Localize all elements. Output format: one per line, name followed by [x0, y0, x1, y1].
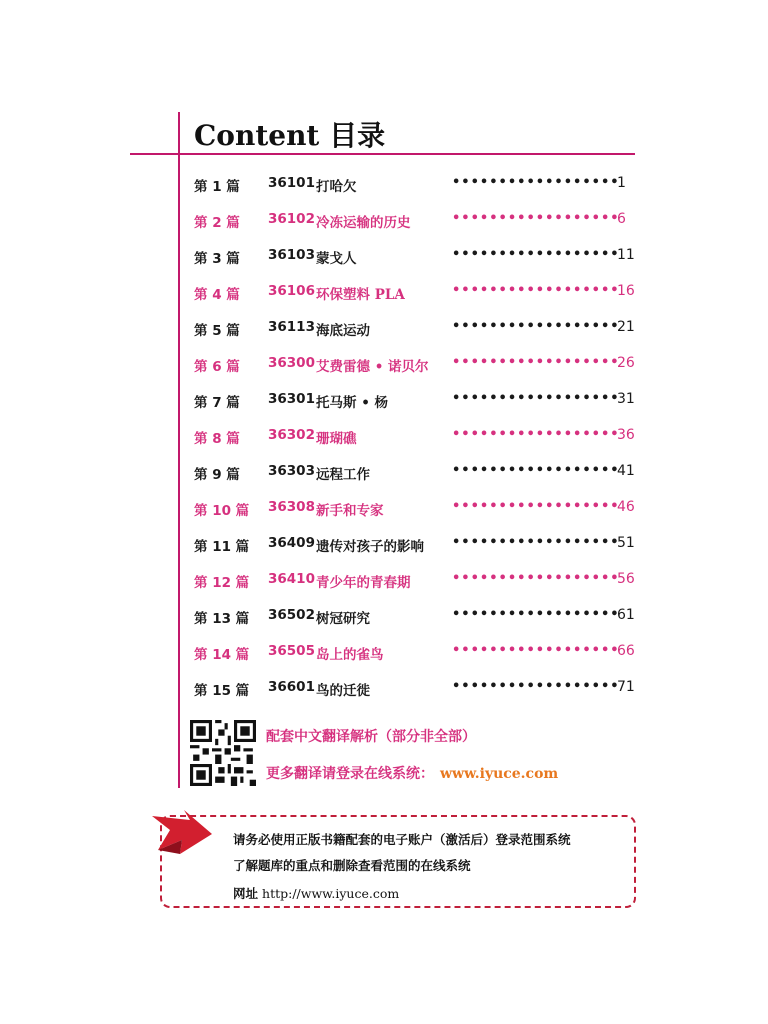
toc-number: 第 4 篇 [194, 287, 240, 303]
toc-leader: •••••••••••••••••• [452, 319, 620, 334]
toc-leader: •••••••••••••••••• [452, 643, 620, 658]
toc-row[interactable] [194, 345, 639, 381]
toc-title: 岛上的雀鸟 [316, 647, 384, 663]
toc-number: 第 5 篇 [194, 323, 240, 339]
toc-page: 16 [617, 283, 635, 299]
toc-number: 第 8 篇 [194, 431, 240, 447]
toc-row[interactable] [194, 561, 639, 597]
red-arrow-icon [150, 810, 230, 870]
toc-code: 36101 [268, 175, 315, 191]
toc-row[interactable] [194, 381, 639, 417]
toc-leader: •••••••••••••••••• [452, 607, 620, 622]
toc-title: 青少年的青春期 [316, 575, 411, 591]
toc-title: 托马斯 • 杨 [316, 395, 389, 411]
toc-page: 61 [617, 607, 635, 623]
toc-leader: •••••••••••••••••• [452, 211, 620, 226]
vertical-rule [178, 112, 180, 788]
toc-code: 36601 [268, 679, 315, 695]
toc-leader: •••••••••••••••••• [452, 427, 620, 442]
toc-code: 36113 [268, 319, 315, 335]
toc-leader: •••••••••••••••••• [452, 355, 620, 370]
promo-online-system [266, 763, 558, 783]
toc-row[interactable] [194, 273, 639, 309]
toc-page: 21 [617, 319, 635, 335]
toc-row[interactable] [194, 489, 639, 525]
toc-code: 36106 [268, 283, 315, 299]
toc-title: 打哈欠 [316, 179, 357, 195]
toc-code: 36308 [268, 499, 315, 515]
notice-line-2: 了解题库的重点和删除查看范围的在线系统 [233, 858, 471, 873]
promo-url-link[interactable]: www.iyuce.com [440, 766, 559, 782]
toc-leader: •••••••••••••••••• [452, 283, 620, 298]
toc-code: 36102 [268, 211, 315, 227]
toc-leader: •••••••••••••••••• [452, 535, 620, 550]
toc-number: 第 6 篇 [194, 359, 240, 375]
toc-page: 36 [617, 427, 635, 443]
toc-code: 36103 [268, 247, 315, 263]
toc-page: 46 [617, 499, 635, 515]
notice-website [233, 884, 399, 902]
toc-page: 26 [617, 355, 635, 371]
toc-number: 第 12 篇 [194, 575, 250, 591]
toc-page: 41 [617, 463, 635, 479]
toc-code: 36301 [268, 391, 315, 407]
toc-number: 第 10 篇 [194, 503, 250, 519]
toc-page: 66 [617, 643, 635, 659]
promo-translation-note: 配套中文翻译解析（部分非全部） [266, 729, 476, 745]
toc-number: 第 11 篇 [194, 539, 250, 555]
toc-page: 71 [617, 679, 635, 695]
toc-row[interactable] [194, 201, 639, 237]
toc-code: 36300 [268, 355, 315, 371]
toc-leader: •••••••••••••••••• [452, 247, 620, 262]
toc-number: 第 14 篇 [194, 647, 250, 663]
toc-number: 第 3 篇 [194, 251, 240, 267]
toc-title: 新手和专家 [316, 503, 384, 519]
toc-title: 冷冻运输的历史 [316, 215, 411, 231]
page-title: Content 目录 [194, 119, 386, 152]
notice-site-url[interactable]: http://www.iyuce.com [262, 886, 400, 901]
notice-site-label: 网址 [233, 886, 259, 901]
toc-title: 鸟的迁徙 [316, 683, 370, 699]
toc-leader: •••••••••••••••••• [452, 499, 620, 514]
toc-title: 艾费雷德 • 诺贝尔 [316, 359, 429, 375]
qr-code-icon[interactable] [190, 720, 256, 786]
toc-title: 海底运动 [316, 323, 370, 339]
toc-row[interactable] [194, 669, 639, 705]
toc-number: 第 13 篇 [194, 611, 250, 627]
toc-page: 31 [617, 391, 635, 407]
toc-code: 36302 [268, 427, 315, 443]
toc-row[interactable] [194, 525, 639, 561]
toc-number: 第 9 篇 [194, 467, 240, 483]
toc-row[interactable] [194, 417, 639, 453]
toc-row[interactable] [194, 237, 639, 273]
toc-page: 51 [617, 535, 635, 551]
toc-row[interactable] [194, 453, 639, 489]
toc-row[interactable] [194, 633, 639, 669]
toc-leader: •••••••••••••••••• [452, 391, 620, 406]
toc-code: 36410 [268, 571, 315, 587]
toc-number: 第 1 篇 [194, 179, 240, 195]
toc-page: 56 [617, 571, 635, 587]
toc-row[interactable] [194, 165, 639, 201]
toc-code: 36505 [268, 643, 315, 659]
toc-page: 11 [617, 247, 635, 263]
toc-number: 第 2 篇 [194, 215, 240, 231]
toc-title: 远程工作 [316, 467, 370, 483]
toc-leader: •••••••••••••••••• [452, 175, 620, 190]
toc-number: 第 7 篇 [194, 395, 240, 411]
notice-line-1: 请务必使用正版书籍配套的电子账户（激活后）登录范围系统 [233, 832, 571, 847]
toc-page: 6 [617, 211, 626, 227]
toc-row[interactable] [194, 309, 639, 345]
toc-leader: •••••••••••••••••• [452, 571, 620, 586]
toc-leader: •••••••••••••••••• [452, 463, 620, 478]
toc-title: 遗传对孩子的影响 [316, 539, 424, 555]
toc-number: 第 15 篇 [194, 683, 250, 699]
promo-online-label: 更多翻译请登录在线系统： [266, 766, 434, 782]
toc-title: 树冠研究 [316, 611, 370, 627]
toc-title: 环保塑料 PLA [316, 287, 405, 303]
toc-title: 珊瑚礁 [316, 431, 357, 447]
toc-code: 36409 [268, 535, 315, 551]
toc-leader: •••••••••••••••••• [452, 679, 620, 694]
toc-page: 1 [617, 175, 626, 191]
toc-code: 36502 [268, 607, 315, 623]
toc-row[interactable] [194, 597, 639, 633]
toc-code: 36303 [268, 463, 315, 479]
toc-title: 蒙戈人 [316, 251, 357, 267]
